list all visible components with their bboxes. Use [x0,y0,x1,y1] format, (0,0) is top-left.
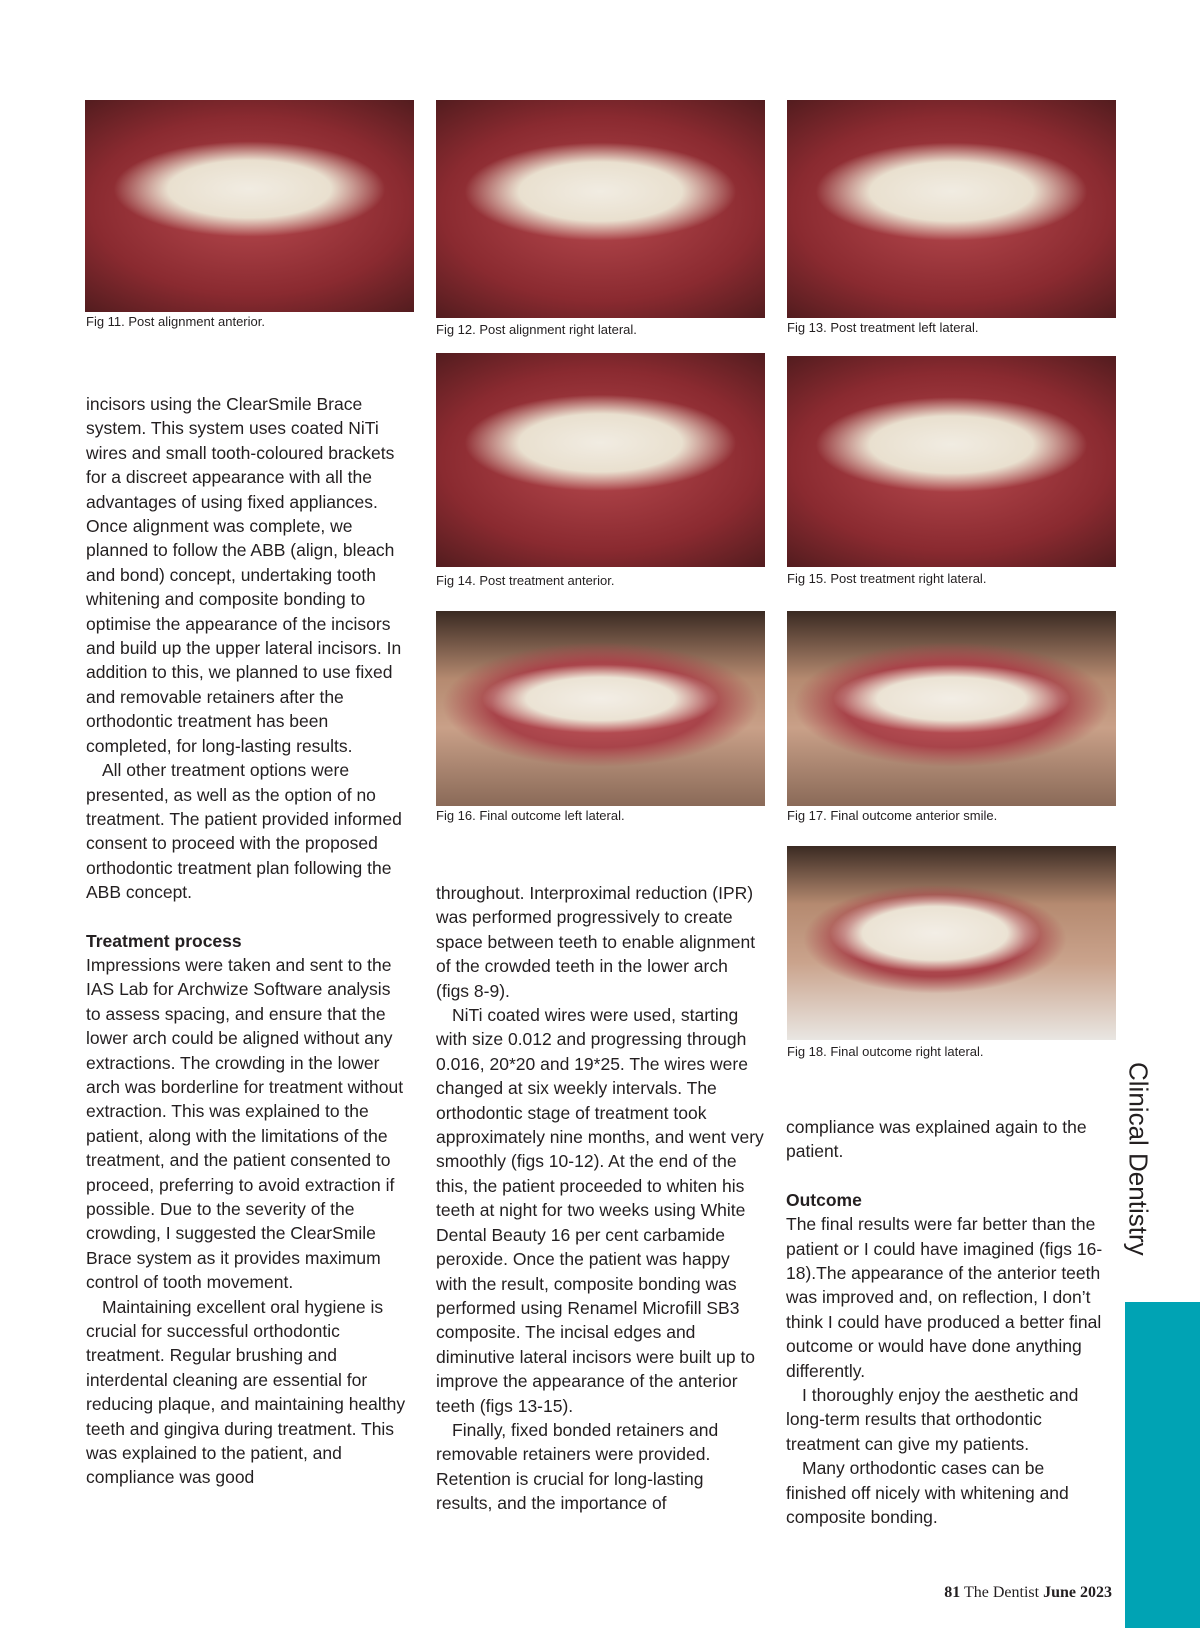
column1-paragraph-2: All other treatment options were presented, as well as the option of no treatment. The patient provided informed consent to proceed with the proposed orthodontic treatment plan following the ABB concept. [86,760,402,903]
fig12-caption: Fig 12. Post alignment right lateral. [436,322,637,337]
fig14-caption: Fig 14. Post treatment anterior. [436,573,615,588]
column2-paragraph-2: NiTi coated wires were used, starting with size 0.012 and progressing through 0.016, 20*20 and 19*25. The wires were changed at six weekly intervals. The orthodontic stage of treatment took approximately nine months, and went very smoothly (figs 10-12). At the end of the this, the patient proceeded to whiten his teeth at night for two weeks using White Dental Beauty 16 per cent carbamide peroxide. Once the patient was happy with the result, composite bonding was performed using Renamel Microfill SB3 composite. The incisal edges and diminutive lateral incisors were built up to improve the appearance of the anterior teeth (figs 13-15). [436,1005,764,1416]
article-column-3 [786,1115,1106,1530]
article-column-1 [86,392,406,1490]
fig11-photo [85,100,414,312]
column3-paragraph-4: Many orthodontic cases can be finished off nicely with whitening and composite bonding. [786,1458,1069,1528]
fig13-photo [787,100,1116,318]
section-label-text: Clinical Dentistry [1123,1062,1154,1256]
fig15-caption: Fig 15. Post treatment right lateral. [787,571,987,586]
column2-paragraph-3: Finally, fixed bonded retainers and removable retainers were provided. Retention is crucial for long-lasting results, and the importance of [436,1419,719,1514]
fig15-photo [787,356,1116,567]
fig12-photo [436,100,765,318]
page-footer [944,1584,1112,1602]
column3-paragraph-3: I thoroughly enjoy the aesthetic and long-term results that orthodontic treatment can give my patients. [786,1385,1079,1454]
column1-paragraph-1: incisors using the ClearSmile Brace system. This system uses coated NiTi wires and small tooth-coloured brackets for a discreet appearance with all the advantages of using fixed appliances. Once alignment was complete, we planned to follow the ABB (align, bleach and bond) concept, undertaking tooth whitening and composite bonding to optimise the appearance of the incisors and build up the upper lateral incisors. In addition to this, we planned to use fixed and removable retainers after the orthodontic treatment has been completed, for long-lasting results. [86,394,402,756]
fig17-photo [787,611,1116,806]
fig11-caption: Fig 11. Post alignment anterior. [86,314,265,329]
column3-paragraph-2: The final results were far better than the patient or I could have imagined (figs 16-18).The appearance of the anterior teeth was improved and, on reflection, I don’t think I could have produced a better final outcome or would have done anything differently. [786,1214,1103,1381]
fig14-photo [436,353,765,567]
treatment-process-heading: Treatment process [86,930,242,951]
publication-name: The Dentist [964,1584,1040,1601]
article-column-2 [436,881,764,1516]
issue-date: June 2023 [1043,1584,1112,1601]
page-number: 81 [944,1584,961,1601]
fig16-photo [436,611,765,806]
column3-paragraph-1: compliance was explained again to the patient. [786,1117,1087,1162]
accent-bar [1125,1302,1200,1628]
outcome-heading: Outcome [786,1189,862,1210]
fig13-caption: Fig 13. Post treatment left lateral. [787,320,979,335]
fig18-caption: Fig 18. Final outcome right lateral. [787,1044,984,1059]
fig16-caption: Fig 16. Final outcome left lateral. [436,808,625,823]
fig18-photo [787,846,1116,1040]
section-label [1108,1062,1168,1272]
column1-paragraph-4: Maintaining excellent oral hygiene is crucial for successful orthodontic treatment. Regular brushing and interdental cleaning are essential for reducing plaque, and maintaining healthy teeth and gingiva during treatment. This was explained to the patient, and compliance was good [86,1296,406,1488]
fig17-caption: Fig 17. Final outcome anterior smile. [787,808,998,823]
column1-paragraph-3: Impressions were taken and sent to the IAS Lab for Archwize Software analysis to assess spacing, and ensure that the lower arch could be aligned without any extractions. The crowding in the lower arch was borderline for treatment without extraction. This was explained to the patient, along with the limitations of the treatment, and the patient consented to proceed, preferring to avoid extraction if possible. Due to the severity of the crowding, I suggested the ClearSmile Brace system as it provides maximum control of tooth movement. [86,954,404,1293]
column2-paragraph-1: throughout. Interproximal reduction (IPR) was performed progressively to create space between teeth to enable alignment of the crowded teeth in the lower arch (figs 8-9). [436,883,756,1001]
